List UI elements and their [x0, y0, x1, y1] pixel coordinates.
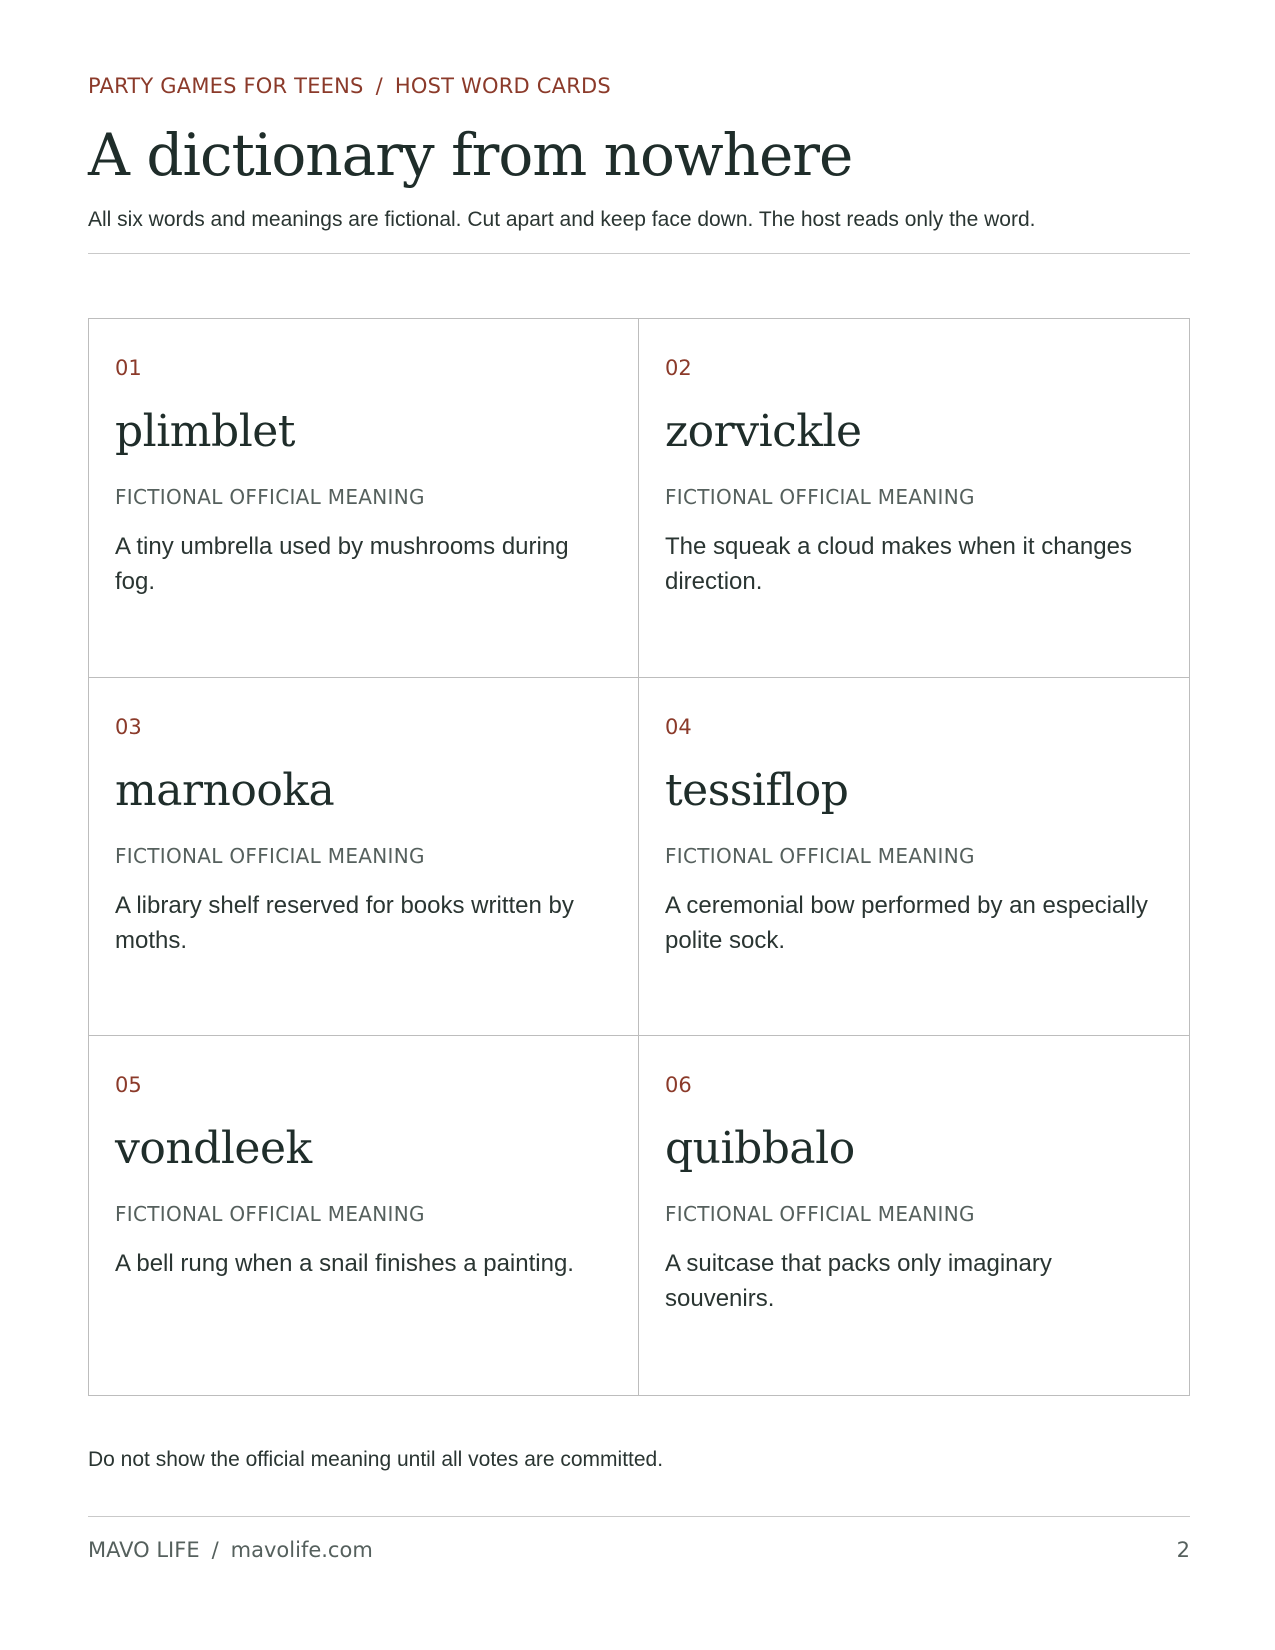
word-card-grid — [88, 318, 1190, 1396]
word-card-01 — [89, 319, 639, 678]
card-meaning: The squeak a cloud makes when it changes direction. — [665, 533, 1132, 595]
page-number: 2 — [1176, 1538, 1190, 1562]
card-word: plimblet — [115, 406, 295, 457]
card-word: quibbalo — [665, 1123, 855, 1175]
card-word: zorvickle — [665, 406, 862, 457]
card-word: vondleek — [115, 1123, 312, 1175]
word-card-06 — [639, 1036, 1189, 1395]
footer-website-link[interactable]: mavolife.com — [230, 1538, 373, 1562]
card-number: 02 — [665, 356, 692, 380]
card-word: marnooka — [115, 764, 335, 816]
host-note: Do not show the official meaning until all votes are committed. — [88, 1448, 664, 1471]
card-meaning: A tiny umbrella used by mushrooms during fog. — [115, 533, 569, 595]
bottom-divider — [88, 1516, 1190, 1517]
word-card-05 — [89, 1036, 639, 1395]
card-meaning: A ceremonial bow performed by an especially polite sock. — [665, 891, 1148, 954]
word-card-03 — [89, 678, 639, 1037]
footer-brand — [88, 1538, 373, 1562]
card-meaning-label: FICTIONAL OFFICIAL MEANING — [115, 843, 425, 868]
word-card-04 — [639, 678, 1189, 1037]
footer-separator: / — [211, 1538, 219, 1562]
card-number: 03 — [115, 714, 142, 739]
card-meaning: A suitcase that packs only imaginary souvenirs. — [665, 1250, 1052, 1313]
card-meaning-label: FICTIONAL OFFICIAL MEANING — [665, 485, 975, 509]
card-meaning-label: FICTIONAL OFFICIAL MEANING — [665, 843, 975, 868]
word-card-02 — [639, 319, 1189, 678]
breadcrumb — [88, 74, 611, 98]
card-number: 01 — [115, 356, 142, 380]
footer-brand-name: MAVO LIFE — [88, 1538, 200, 1562]
top-divider — [88, 253, 1190, 254]
card-meaning-label: FICTIONAL OFFICIAL MEANING — [665, 1202, 975, 1227]
card-number: 04 — [665, 714, 692, 739]
card-number: 05 — [115, 1073, 142, 1098]
card-word: tessiflop — [665, 764, 849, 816]
card-meaning-label: FICTIONAL OFFICIAL MEANING — [115, 485, 425, 509]
breadcrumb-section: PARTY GAMES FOR TEENS — [88, 74, 364, 98]
card-meaning: A library shelf reserved for books written by moths. — [115, 891, 574, 954]
card-number: 06 — [665, 1073, 692, 1098]
card-meaning-label: FICTIONAL OFFICIAL MEANING — [115, 1202, 425, 1227]
breadcrumb-page: HOST WORD CARDS — [394, 74, 611, 98]
page-subtitle: All six words and meanings are fictional. Cut apart and keep face down. The host reads only the word. — [88, 208, 1036, 231]
page-title: A dictionary from nowhere — [88, 121, 853, 189]
breadcrumb-separator: / — [375, 74, 383, 98]
card-meaning: A bell rung when a snail finishes a painting. — [115, 1250, 574, 1278]
